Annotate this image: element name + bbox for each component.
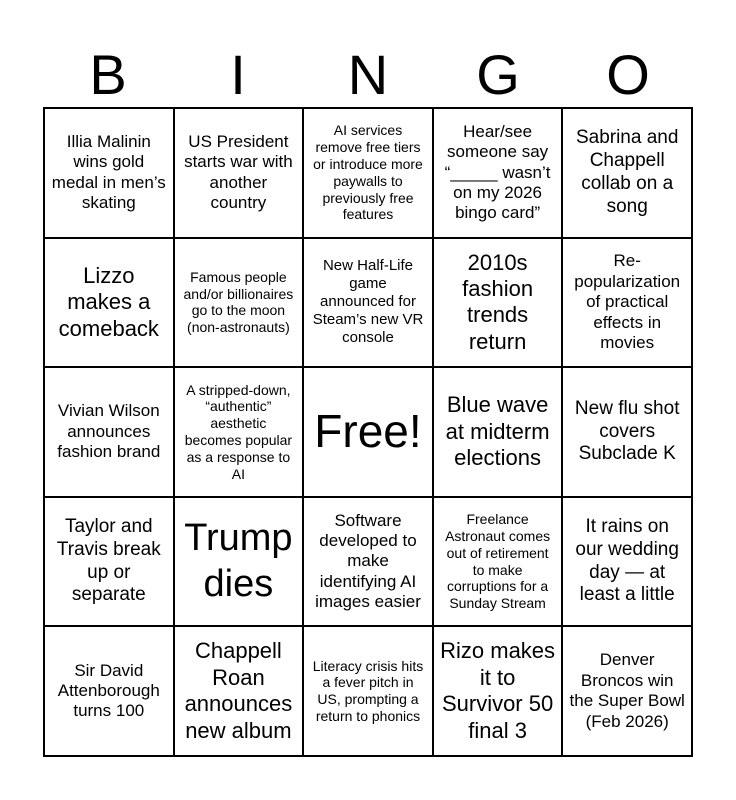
cell-text: A stripped-down, “authentic” aesthetic becomes popular as a response to AI bbox=[184, 381, 293, 482]
header-letter-o: O bbox=[606, 43, 650, 106]
bingo-cell[interactable] bbox=[44, 497, 174, 627]
bingo-cell[interactable] bbox=[303, 497, 433, 627]
cell-text: Trump dies bbox=[184, 517, 293, 605]
bingo-cell[interactable] bbox=[44, 108, 174, 238]
bingo-cell[interactable] bbox=[562, 108, 692, 238]
cell-text: Rizo makes it to Survivor 50 final 3 bbox=[440, 638, 556, 743]
bingo-cell[interactable] bbox=[433, 108, 563, 238]
header-letter-g: G bbox=[476, 43, 520, 106]
bingo-cell[interactable] bbox=[303, 626, 433, 756]
cell-text: Sir David Attenborough turns 100 bbox=[57, 660, 160, 721]
cell-text: Literacy crisis hits a fever pitch in US, prompting a return to phonics bbox=[312, 657, 424, 724]
cell-text: 2010s fashion trends return bbox=[462, 249, 534, 354]
bingo-cell[interactable] bbox=[562, 626, 692, 756]
cell-text: Famous people and/or billionaires go to the moon (non-astronauts) bbox=[183, 268, 294, 336]
header-letter-n: N bbox=[347, 43, 389, 106]
bingo-cell[interactable] bbox=[174, 238, 304, 368]
cell-text: Freelance Astronaut comes out of retirement to make corruptions for a Sunday Stream bbox=[445, 511, 551, 612]
bingo-cell[interactable] bbox=[433, 626, 563, 756]
cell-text: AI services remove free tiers or introduce more paywalls to previously free features bbox=[313, 122, 423, 223]
bingo-cell[interactable] bbox=[433, 238, 563, 368]
cell-text: Sabrina and Chappell collab on a song bbox=[575, 127, 679, 217]
bingo-cell[interactable] bbox=[44, 238, 174, 368]
bingo-cell[interactable] bbox=[174, 367, 304, 497]
cell-text: Hear/see someone say “_____ wasn’t on my 2026 bingo card” bbox=[444, 121, 551, 223]
bingo-cell[interactable] bbox=[174, 497, 304, 627]
bingo-cell[interactable] bbox=[44, 367, 174, 497]
cell-text: New Half-Life game announced for Steam’s new VR console bbox=[312, 257, 424, 347]
cell-text: Re-popularization of practical effects in movies bbox=[574, 251, 681, 352]
bingo-cell[interactable] bbox=[562, 238, 692, 368]
cell-text: Lizzo makes a comeback bbox=[58, 262, 159, 341]
cell-text: US President starts war with another country bbox=[184, 132, 293, 213]
bingo-board bbox=[43, 107, 693, 757]
cell-text: Taylor and Travis break up or separate bbox=[56, 516, 161, 606]
bingo-header bbox=[43, 44, 693, 106]
header-letter-b: B bbox=[89, 43, 127, 106]
cell-text: Illia Malinin wins gold medal in men’s skating bbox=[51, 132, 166, 213]
cell-text: Chappell Roan announces new album bbox=[184, 638, 293, 743]
bingo-cell[interactable] bbox=[562, 497, 692, 627]
cell-text: Vivian Wilson announces fashion brand bbox=[57, 401, 161, 462]
bingo-cell[interactable] bbox=[303, 108, 433, 238]
bingo-cell[interactable] bbox=[562, 367, 692, 497]
bingo-cell[interactable] bbox=[174, 108, 304, 238]
cell-text: Denver Broncos win the Super Bowl (Feb 2026) bbox=[569, 650, 685, 731]
cell-text: It rains on our wedding day — at least a little bbox=[575, 516, 679, 606]
bingo-cell[interactable] bbox=[433, 367, 563, 497]
cell-text: Software developed to make identifying AI images easier bbox=[315, 510, 421, 612]
cell-text: New flu shot covers Subclade K bbox=[574, 397, 680, 465]
bingo-cell[interactable] bbox=[433, 497, 563, 627]
bingo-cell[interactable] bbox=[44, 626, 174, 756]
free-space-text: Free! bbox=[314, 405, 422, 458]
cell-text: Blue wave at midterm elections bbox=[445, 392, 550, 471]
bingo-cell[interactable] bbox=[303, 238, 433, 368]
header-letter-i: I bbox=[230, 43, 246, 106]
free-space-cell[interactable] bbox=[303, 367, 433, 497]
bingo-cell[interactable] bbox=[174, 626, 304, 756]
